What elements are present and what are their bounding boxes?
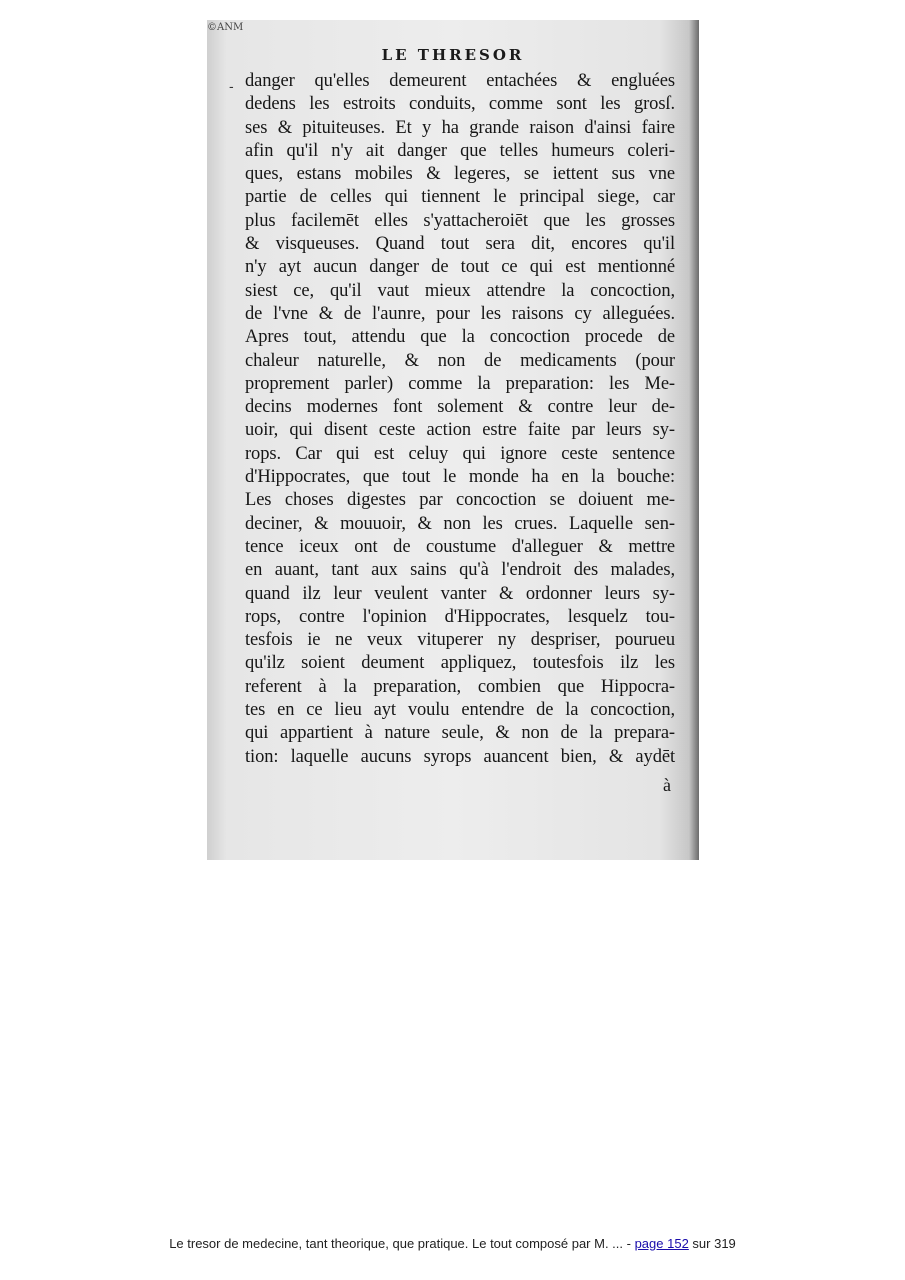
page-footer <box>0 1236 905 1251</box>
text-line: plus facilemēt elles s'yattacheroiēt que les grosses <box>245 210 675 231</box>
margin-mark: - <box>229 78 234 94</box>
text-line: tes en ce lieu ayt voulu entendre de la concoction, <box>245 700 675 721</box>
text-line: d'Hippocrates, que tout le monde ha en la bouche: <box>245 467 675 488</box>
scanned-page-image <box>207 20 699 860</box>
text-line: de l'vne & de l'aunre, pour les raisons cy alleguées. <box>245 303 675 324</box>
text-line: proprement parler) comme la preparation: les Me- <box>245 373 675 394</box>
text-line: ques, estans mobiles & legeres, se iettent sus vne <box>245 164 675 185</box>
text-line: rops, contre l'opinion d'Hippocrates, lesquelz tou- <box>245 606 675 627</box>
text-line: Les choses digestes par concoction se doiuent me- <box>245 490 675 511</box>
text-line: quand ilz leur veulent vanter & ordonner leurs sy- <box>245 583 675 604</box>
text-line: referent à la preparation, combien que Hippocra- <box>245 676 675 697</box>
text-line: tence iceux ont de coustume d'alleguer & mettre <box>245 536 675 557</box>
text-line: qui appartient à nature seule, & non de la prepara- <box>245 723 675 744</box>
text-line: uoir, qui disent ceste action estre faite par leurs sy- <box>245 420 675 441</box>
text-line: deciner, & mouuoir, & non les crues. Laquelle sen- <box>245 513 675 534</box>
catchword: à <box>663 775 671 795</box>
text-line: partie de celles qui tiennent le principal siege, car <box>245 187 675 208</box>
running-head: LE THRESOR <box>381 46 525 64</box>
footer-title: Le tresor de medecine, tant theorique, que pratique. Le tout composé par M. ... - <box>169 1236 635 1251</box>
text-line: tesfois ie ne veux vituperer ny despriser, pourueu <box>245 630 675 651</box>
text-line: dedens les estroits conduits, comme sont les grosſ. <box>245 94 675 115</box>
text-line: Apres tout, attendu que la concoction procede de <box>245 327 675 348</box>
page-link[interactable]: page 152 <box>634 1236 689 1251</box>
text-line: qu'ilz soient deument appliquez, toutesfois ilz les <box>245 653 675 674</box>
text-line: chaleur naturelle, & non de medicaments (pour <box>245 350 675 371</box>
text-line: & visqueuses. Quand tout sera dit, encores qu'il <box>245 234 675 255</box>
text-line: afin qu'il n'y ait danger que telles humeurs coleri- <box>245 140 675 161</box>
text-line: ses & pituiteuses. Et y ha grande raison d'ainsi faire <box>245 117 675 138</box>
page-text <box>245 70 675 769</box>
text-line: tion: laquelle aucuns syrops auancent bien, & aydēt <box>245 746 675 767</box>
footer-total: sur 319 <box>688 1236 736 1251</box>
watermark: ©ANM <box>207 22 244 33</box>
text-line: rops. Car qui est celuy qui ignore ceste sentence <box>245 443 675 464</box>
text-line: decins modernes font solement & contre leur de- <box>245 397 675 418</box>
text-line: n'y ayt aucun danger de tout ce qui est mentionné <box>245 257 675 278</box>
text-line: siest ce, qu'il vaut mieux attendre la concoction, <box>245 280 675 301</box>
text-line: danger qu'elles demeurent entachées & engluées <box>245 71 675 91</box>
text-line: en auant, tant aux sains qu'à l'endroit des malades, <box>245 560 675 581</box>
